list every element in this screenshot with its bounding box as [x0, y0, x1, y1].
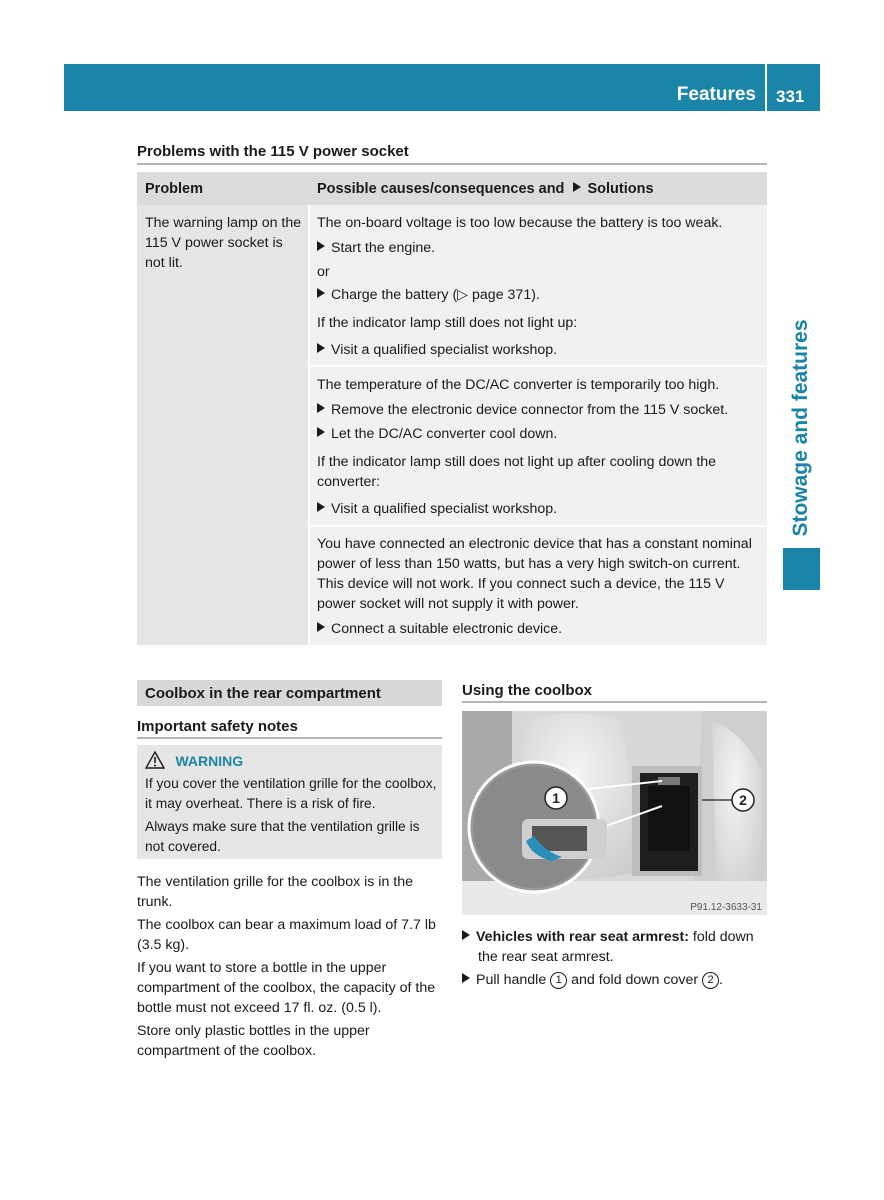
- using-coolbox-title: Using the coolbox: [462, 682, 593, 699]
- arrow-right-icon: [317, 502, 325, 512]
- step-text: Connect a suitable electronic device.: [331, 621, 563, 637]
- side-tab-marker: [783, 548, 820, 590]
- warning-heading: [145, 751, 243, 771]
- arrow-right-icon: [317, 403, 325, 413]
- problem-text: The warning lamp on the 115 V power socket is not lit.: [145, 215, 302, 271]
- arrow-right-icon: [462, 973, 470, 983]
- step-text: and fold down cover: [567, 972, 703, 988]
- arrow-right-icon: [317, 622, 325, 632]
- using-step-2: [462, 970, 767, 990]
- cause2-step2: [317, 424, 765, 444]
- coolbox-paragraph-1: The ventilation grille for the coolbox is in the trunk.: [137, 874, 414, 910]
- arrow-right-icon: [573, 182, 581, 192]
- cause2-step1: [317, 400, 765, 420]
- cause3-step1: [317, 619, 765, 639]
- step-bold-label: Vehicles with rear seat armrest:: [476, 929, 689, 945]
- step-text: Charge the battery (▷ page 371).: [331, 287, 540, 303]
- coolbox-paragraph-3: If you want to store a bottle in the upper compartment of the coolbox, the capacity of the bottle must not exceed 17 fl. oz. (0.5 l).: [137, 960, 436, 1016]
- arrow-right-icon: [317, 288, 325, 298]
- step-text: .: [719, 972, 723, 988]
- cause3-text: You have connected an electronic device that has a constant nominal power of less than 150 watts, but has a very high switch-on current. This device will not work. If you connect such a device, the 115 V power socket will not supply it with power.: [317, 536, 752, 612]
- callout-1: 1: [552, 790, 560, 806]
- arrow-right-icon: [317, 343, 325, 353]
- callout-2-inline: 2: [702, 972, 719, 989]
- cause1-step3: [317, 340, 765, 360]
- step-text: Visit a qualified specialist workshop.: [331, 501, 558, 517]
- arrow-right-icon: [317, 427, 325, 437]
- warning-triangle-icon: [145, 751, 165, 769]
- coolbox-photo: [462, 711, 767, 915]
- warning-text-2: Always make sure that the ventilation grille is not covered.: [145, 819, 420, 854]
- coolbox-paragraph-4: Store only plastic bottles in the upper compartment of the coolbox.: [137, 1023, 370, 1059]
- side-tab-label: Stowage and features: [789, 319, 812, 537]
- page-number: 331: [776, 87, 805, 106]
- step-text: Visit a qualified specialist workshop.: [331, 342, 558, 358]
- warning-label: WARNING: [175, 753, 244, 769]
- cause1-note: If the indicator lamp still does not light up:: [317, 315, 578, 331]
- callout-2: 2: [739, 792, 747, 808]
- coolbox-title: Coolbox in the rear compartment: [145, 685, 381, 702]
- column-header-causes: [317, 181, 654, 197]
- cause1-step1: [317, 238, 765, 258]
- step-text: fold down the rear seat armrest.: [478, 929, 754, 965]
- cause1-text: The on-board voltage is too low because the battery is too weak.: [317, 215, 723, 231]
- section-rule: [462, 701, 767, 703]
- column-header-causes-label: Possible causes/consequences and: [317, 181, 565, 197]
- step-text: Pull handle: [476, 972, 551, 988]
- column-header-problem: Problem: [145, 181, 204, 197]
- cause1-or: or: [317, 264, 330, 280]
- arrow-right-icon: [317, 241, 325, 251]
- chapter-title: Features: [676, 84, 756, 105]
- section-rule: [137, 737, 442, 739]
- cause2-step3: [317, 499, 765, 519]
- header-divider: [765, 64, 767, 111]
- arrow-right-icon: [462, 930, 470, 940]
- cause1-step2: [317, 285, 765, 305]
- problems-section-title: Problems with the 115 V power socket: [137, 143, 409, 160]
- cause2-note: If the indicator lamp still does not light up after cooling down the converter:: [317, 454, 717, 490]
- coolbox-illustration: [462, 711, 767, 915]
- step-text: Start the engine.: [331, 240, 436, 256]
- step-text: Remove the electronic device connector from the 115 V socket.: [331, 402, 729, 418]
- photo-code: P91.12-3633-31: [690, 902, 762, 913]
- step-text: Let the DC/AC converter cool down.: [331, 426, 558, 442]
- using-step-1: [462, 927, 767, 967]
- callout-1-inline: 1: [550, 972, 567, 989]
- column-header-solutions-label: Solutions: [587, 181, 654, 197]
- section-rule: [137, 163, 767, 165]
- warning-text-1: If you cover the ventilation grille for the coolbox, it may overheat. There is a risk of fire.: [145, 776, 437, 811]
- coolbox-paragraph-2: The coolbox can bear a maximum load of 7.7 lb (3.5 kg).: [137, 917, 436, 953]
- cause2-text: The temperature of the DC/AC converter is temporarily too high.: [317, 377, 720, 393]
- safety-notes-title: Important safety notes: [137, 718, 298, 735]
